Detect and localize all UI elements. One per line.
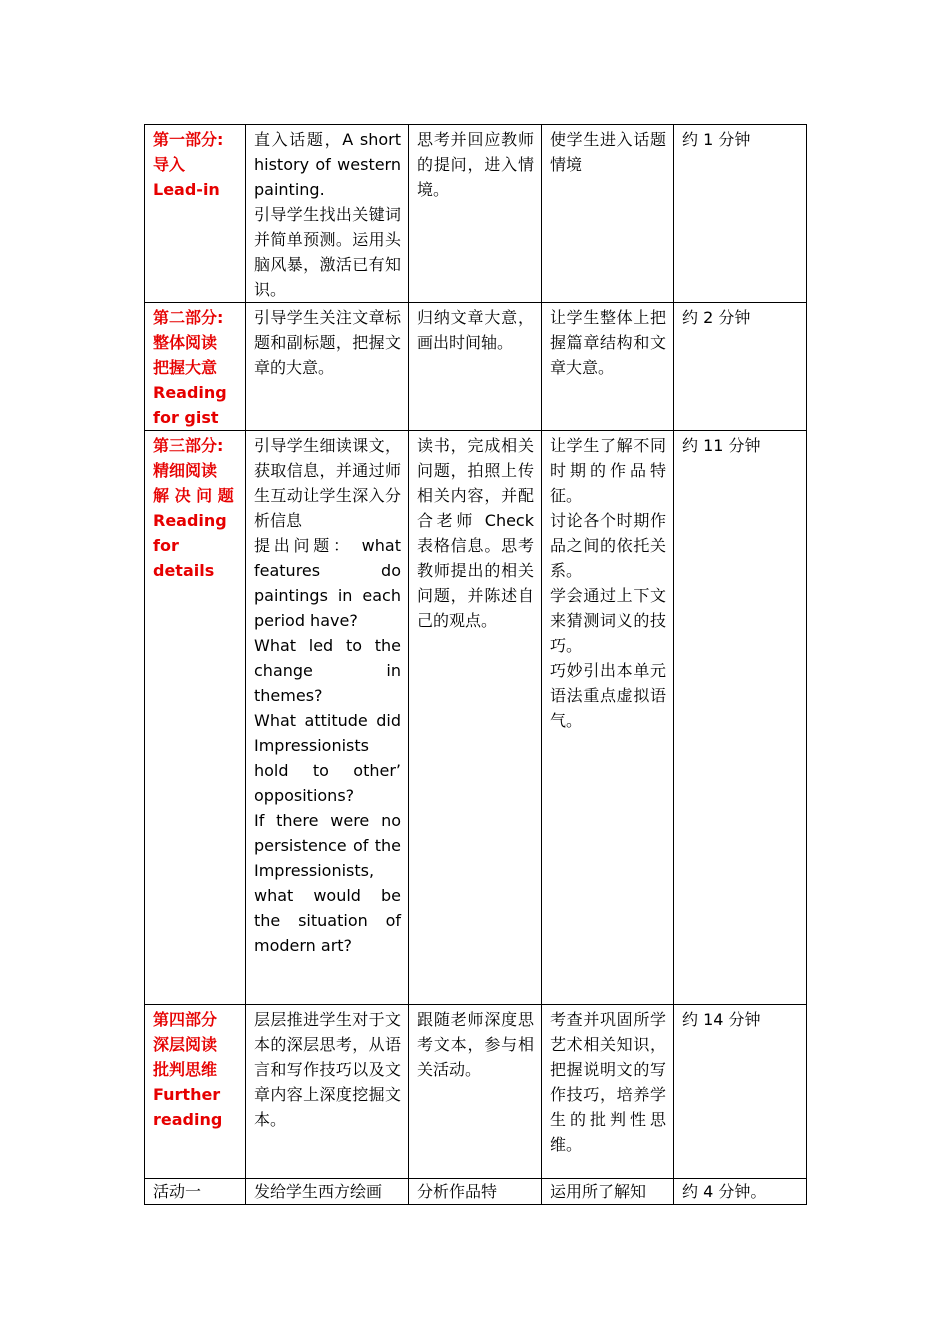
duration-cell: 约 14 分钟 (674, 1005, 807, 1179)
table-row (145, 125, 807, 303)
table-row (145, 1179, 807, 1205)
teacher-activity-cell: 发给学生西方绘画 (246, 1179, 409, 1205)
lesson-plan-table (144, 124, 807, 1205)
duration-cell: 约 2 分钟 (674, 303, 807, 431)
student-activity-cell: 思考并回应教师的提问，进入情境。 (409, 125, 542, 303)
section-title-cell: 第一部分: 导入 Lead-in (145, 125, 246, 303)
purpose-cell: 让学生了解不同时期的作品特征。 讨论各个时期作品之间的依托关系。 学会通过上下文来猜测词义的技巧。 巧妙引出本单元语法重点虚拟语气。 (542, 431, 674, 1005)
student-activity-cell: 分析作品特 (409, 1179, 542, 1205)
teacher-activity-cell: 直入话题，A short history of western painting. 引导学生找出关键词并简单预测。运用头脑风暴，激活已有知识。 (246, 125, 409, 303)
table-row (145, 303, 807, 431)
duration-cell: 约 1 分钟 (674, 125, 807, 303)
teacher-activity-cell: 引导学生细读课文，获取信息，并通过师生互动让学生深入分析信息 提出问题： what features do paintings in each period have? What led to the change in themes? What attitude did Impressionists hold to other’ oppositions? If there were no persistence of the Impressionists, what would be the situation of modern art? (246, 431, 409, 1005)
table-row (145, 431, 807, 1005)
student-activity-cell: 归纳文章大意，画出时间轴。 (409, 303, 542, 431)
duration-cell: 约 11 分钟 (674, 431, 807, 1005)
purpose-cell: 考查并巩固所学艺术相关知识，把握说明文的写作技巧，培养学生的批判性思维。 (542, 1005, 674, 1179)
activity-title-cell: 活动一 (145, 1179, 246, 1205)
purpose-cell: 使学生进入话题情境 (542, 125, 674, 303)
student-activity-cell: 跟随老师深度思考文本，参与相关活动。 (409, 1005, 542, 1179)
section-title-cell: 第四部分 深层阅读 批判思维 Further reading (145, 1005, 246, 1179)
duration-cell: 约 4 分钟。 (674, 1179, 807, 1205)
teacher-activity-cell: 层层推进学生对于文本的深层思考，从语言和写作技巧以及文章内容上深度挖掘文本。 (246, 1005, 409, 1179)
purpose-cell: 让学生整体上把握篇章结构和文章大意。 (542, 303, 674, 431)
section-title-cell: 第三部分: 精细阅读 解 决 问 题 Reading for details (145, 431, 246, 1005)
table-row (145, 1005, 807, 1179)
teacher-activity-cell: 引导学生关注文章标题和副标题，把握文章的大意。 (246, 303, 409, 431)
student-activity-cell: 读书，完成相关问题，拍照上传相关内容，并配合老师 Check 表格信息。思考教师提出的相关问题，并陈述自己的观点。 (409, 431, 542, 1005)
purpose-cell: 运用所了解知 (542, 1179, 674, 1205)
section-title-cell: 第二部分: 整体阅读 把握大意 Reading for gist (145, 303, 246, 431)
